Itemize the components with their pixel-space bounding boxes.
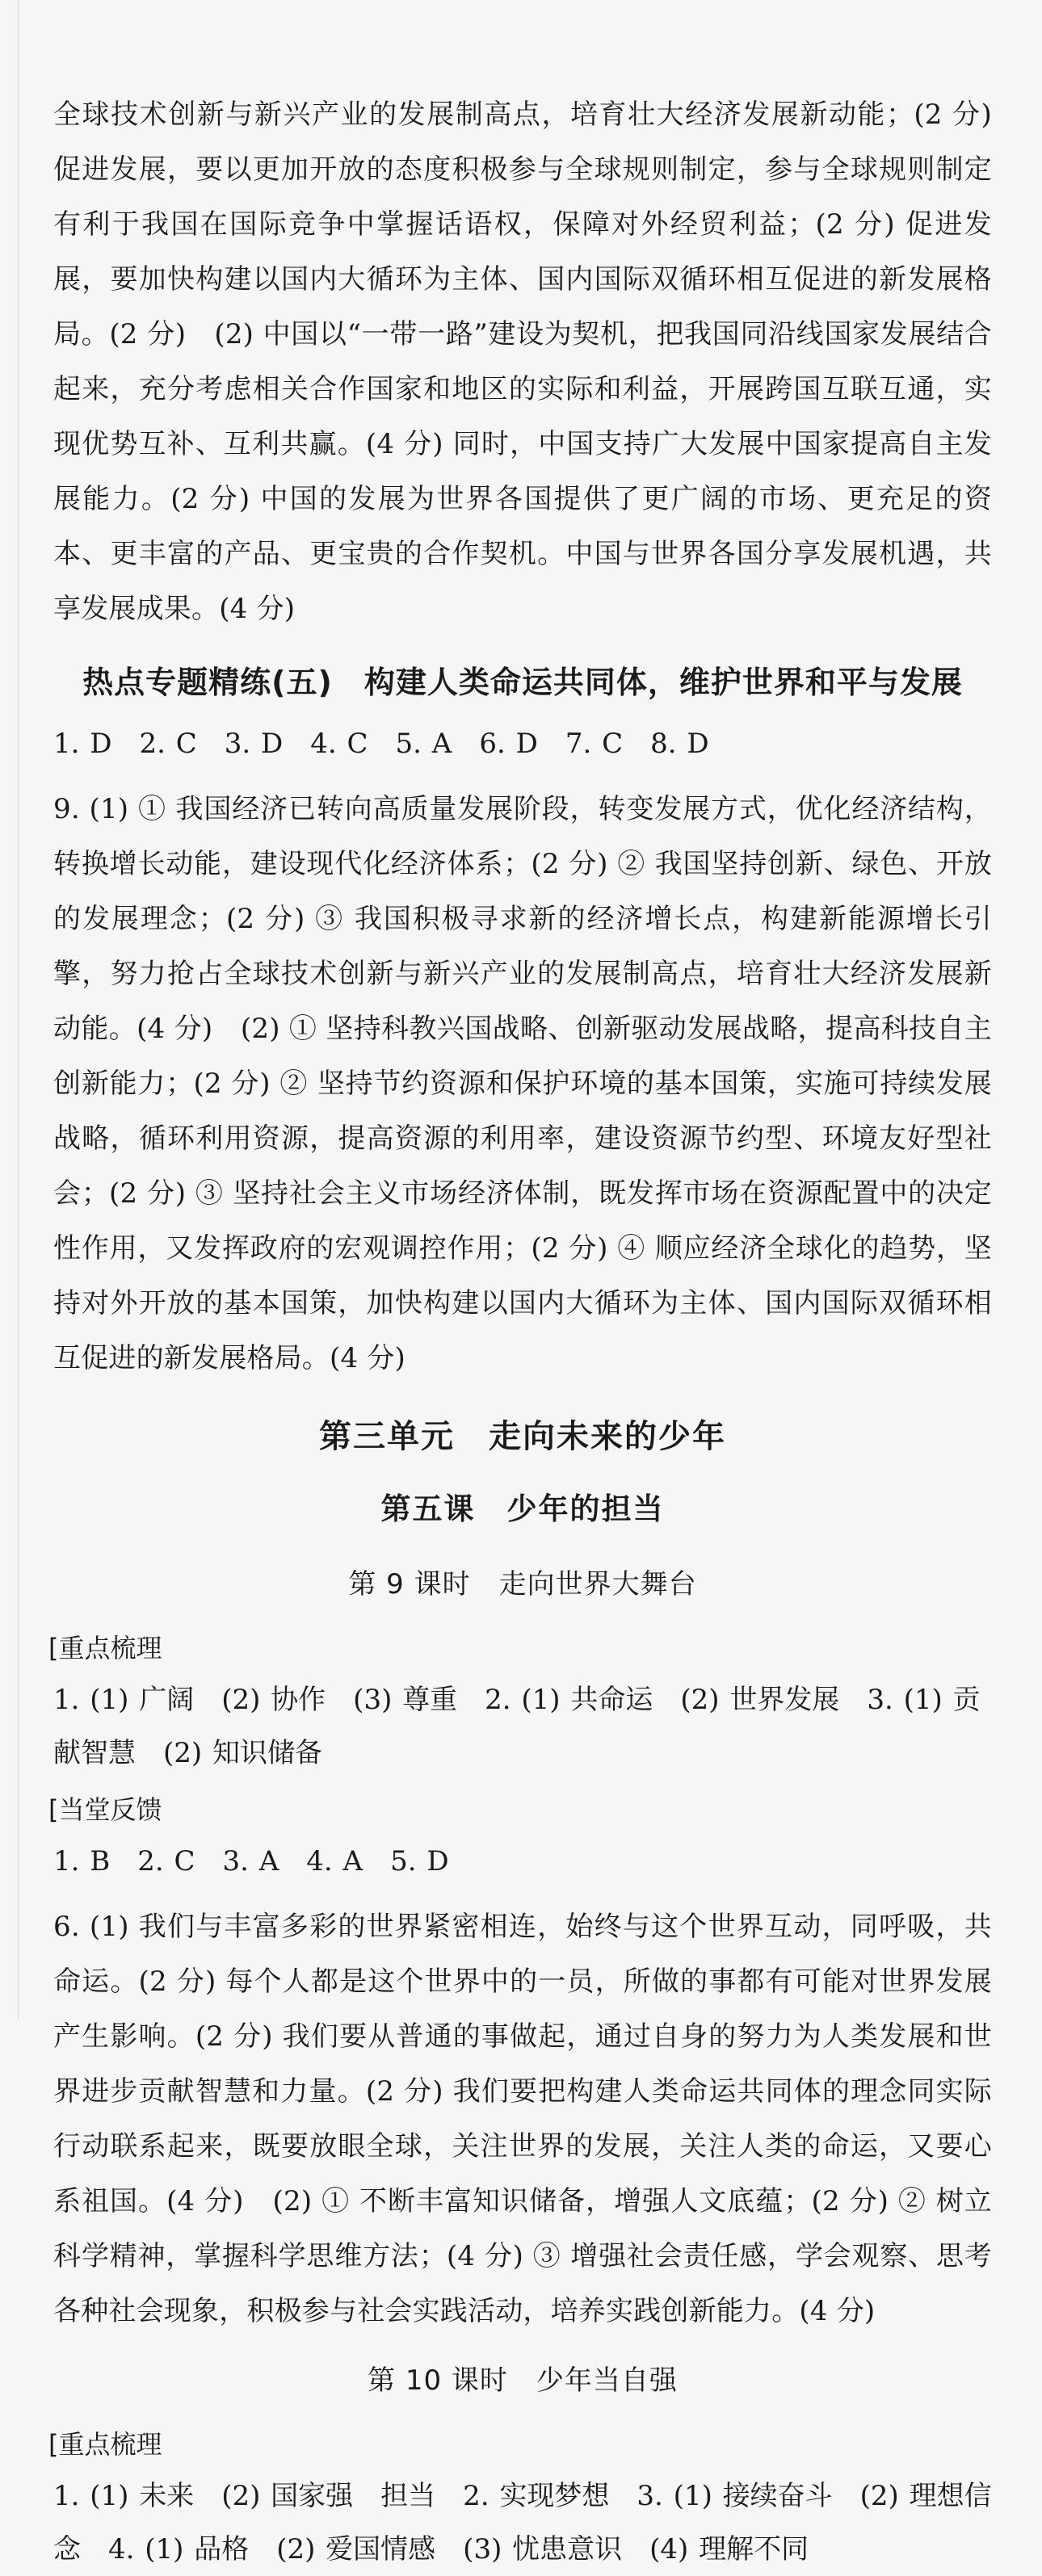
period-9-feedback-mc: 1. B 2. C 3. A 4. A 5. D [53, 1845, 449, 1877]
period-9-key-points-label: [重点梳理 [48, 1633, 162, 1663]
previous-answer-continuation: 全球技术创新与新兴产业的发展制高点，培育壮大经济发展新动能；(2 分) 促进发展，要以更加开放的态度积极参与全球规则制定，参与全球规则制定有利于我国在国际竞争中掌握话语权，保障对外经贸利益；(2 分) 促进发展，要加快构建以国内大循环为主体、国内国际双循环相互促进的新发展格局。(2 分) (2) 中国以“一带一路”建设为契机，把我国同沿线国家发展结合起来，充分考虑相关合作国家和地区的实际和利益，开展跨国互联互通，实现优势互补、互利共赢。(4 分) 同时，中国支持广大发展中国家提高自主发展能力。(2 分) 中国的发展为世界各国提供了更广阔的市场、更充足的资本、更丰富的产品、更宝贵的合作契机。中国与世界各国分享发展机遇，共享发展成果。(4 分) [53, 99, 992, 625]
topic-5-title: 热点专题精练(五) 构建人类命运共同体，维护世界和平与发展 [82, 665, 963, 700]
period-10-key-points-label: [重点梳理 [48, 2429, 162, 2460]
period-9-key-points: 1. (1) 广阔 (2) 协作 (3) 尊重 2. (1) 共命运 (2) 世界发展 3. (1) 贡献智慧 (2) 知识储备 [53, 1684, 981, 1769]
left-margin-rule [18, 0, 19, 2019]
period-9-q6-answer: 6. (1) 我们与丰富多彩的世界紧密相连，始终与这个世界互动，同呼吸，共命运。(2 分) 每个人都是这个世界中的一员，所做的事都有可能对世界发展产生影响。(2 分) 我们要从普通的事做起，通过自身的努力为人类发展和世界进步贡献智慧和力量。(2 分) 我们要把构建人类命运共同体的理念同实际行动联系起来，既要放眼全球，关注世界的发展，关注人类的命运，又要心系祖国。(4 分) (2) ① 不断丰富知识储备，增强人文底蕴；(2 分) ② 树立科学精神，掌握科学思维方法；(4 分) ③ 增强社会责任感，学会观察、思考各种社会现象，积极参与社会实践活动，培养实践创新能力。(4 分) [53, 1911, 992, 2327]
topic-5-mc-answers: 1. D 2. C 3. D 4. C 5. A 6. D 7. C 8. D [53, 728, 709, 760]
lesson-5-title: 第五课 少年的担当 [380, 1491, 665, 1526]
period-10-key-points: 1. (1) 未来 (2) 国家强 担当 2. 实现梦想 3. (1) 接续奋斗 (2) 理想信念 4. (1) 品格 (2) 爱国情感 (3) 忧患意识 (4) 理解不同 [53, 2480, 992, 2566]
page-content [48, 87, 992, 2576]
topic-5-q9-answer: 9. (1) ① 我国经济已转向高质量发展阶段，转变发展方式，优化经济结构，转换增长动能，建设现代化经济体系；(2 分) ② 我国坚持创新、绿色、开放的发展理念；(2 分) ③ 我国积极寻求新的经济增长点，构建新能源增长引擎，努力抢占全球技术创新与新兴产业的发展制高点，培育壮大经济发展新动能。(4 分) (2) ① 坚持科教兴国战略、创新驱动发展战略，提高科技自主创新能力；(2 分) ② 坚持节约资源和保护环境的基本国策，实施可持续发展战略，循环利用资源，提高资源的利用率，建设资源节约型、环境友好型社会；(2 分) ③ 坚持社会主义市场经济体制，既发挥市场在资源配置中的决定性作用，又发挥政府的宏观调控作用；(2 分) ④ 顺应经济全球化的趋势，坚持对外开放的基本国策，加快构建以国内大循环为主体、国内国际双循环相互促进的新发展格局。(4 分) [53, 793, 992, 1374]
unit-3-title: 第三单元 走向未来的少年 [319, 1418, 726, 1455]
period-9-title: 第 9 课时 走向世界大舞台 [348, 1568, 697, 1601]
period-10-title: 第 10 课时 少年当自强 [368, 2364, 678, 2397]
period-9-feedback-label: [当堂反馈 [48, 1794, 162, 1825]
